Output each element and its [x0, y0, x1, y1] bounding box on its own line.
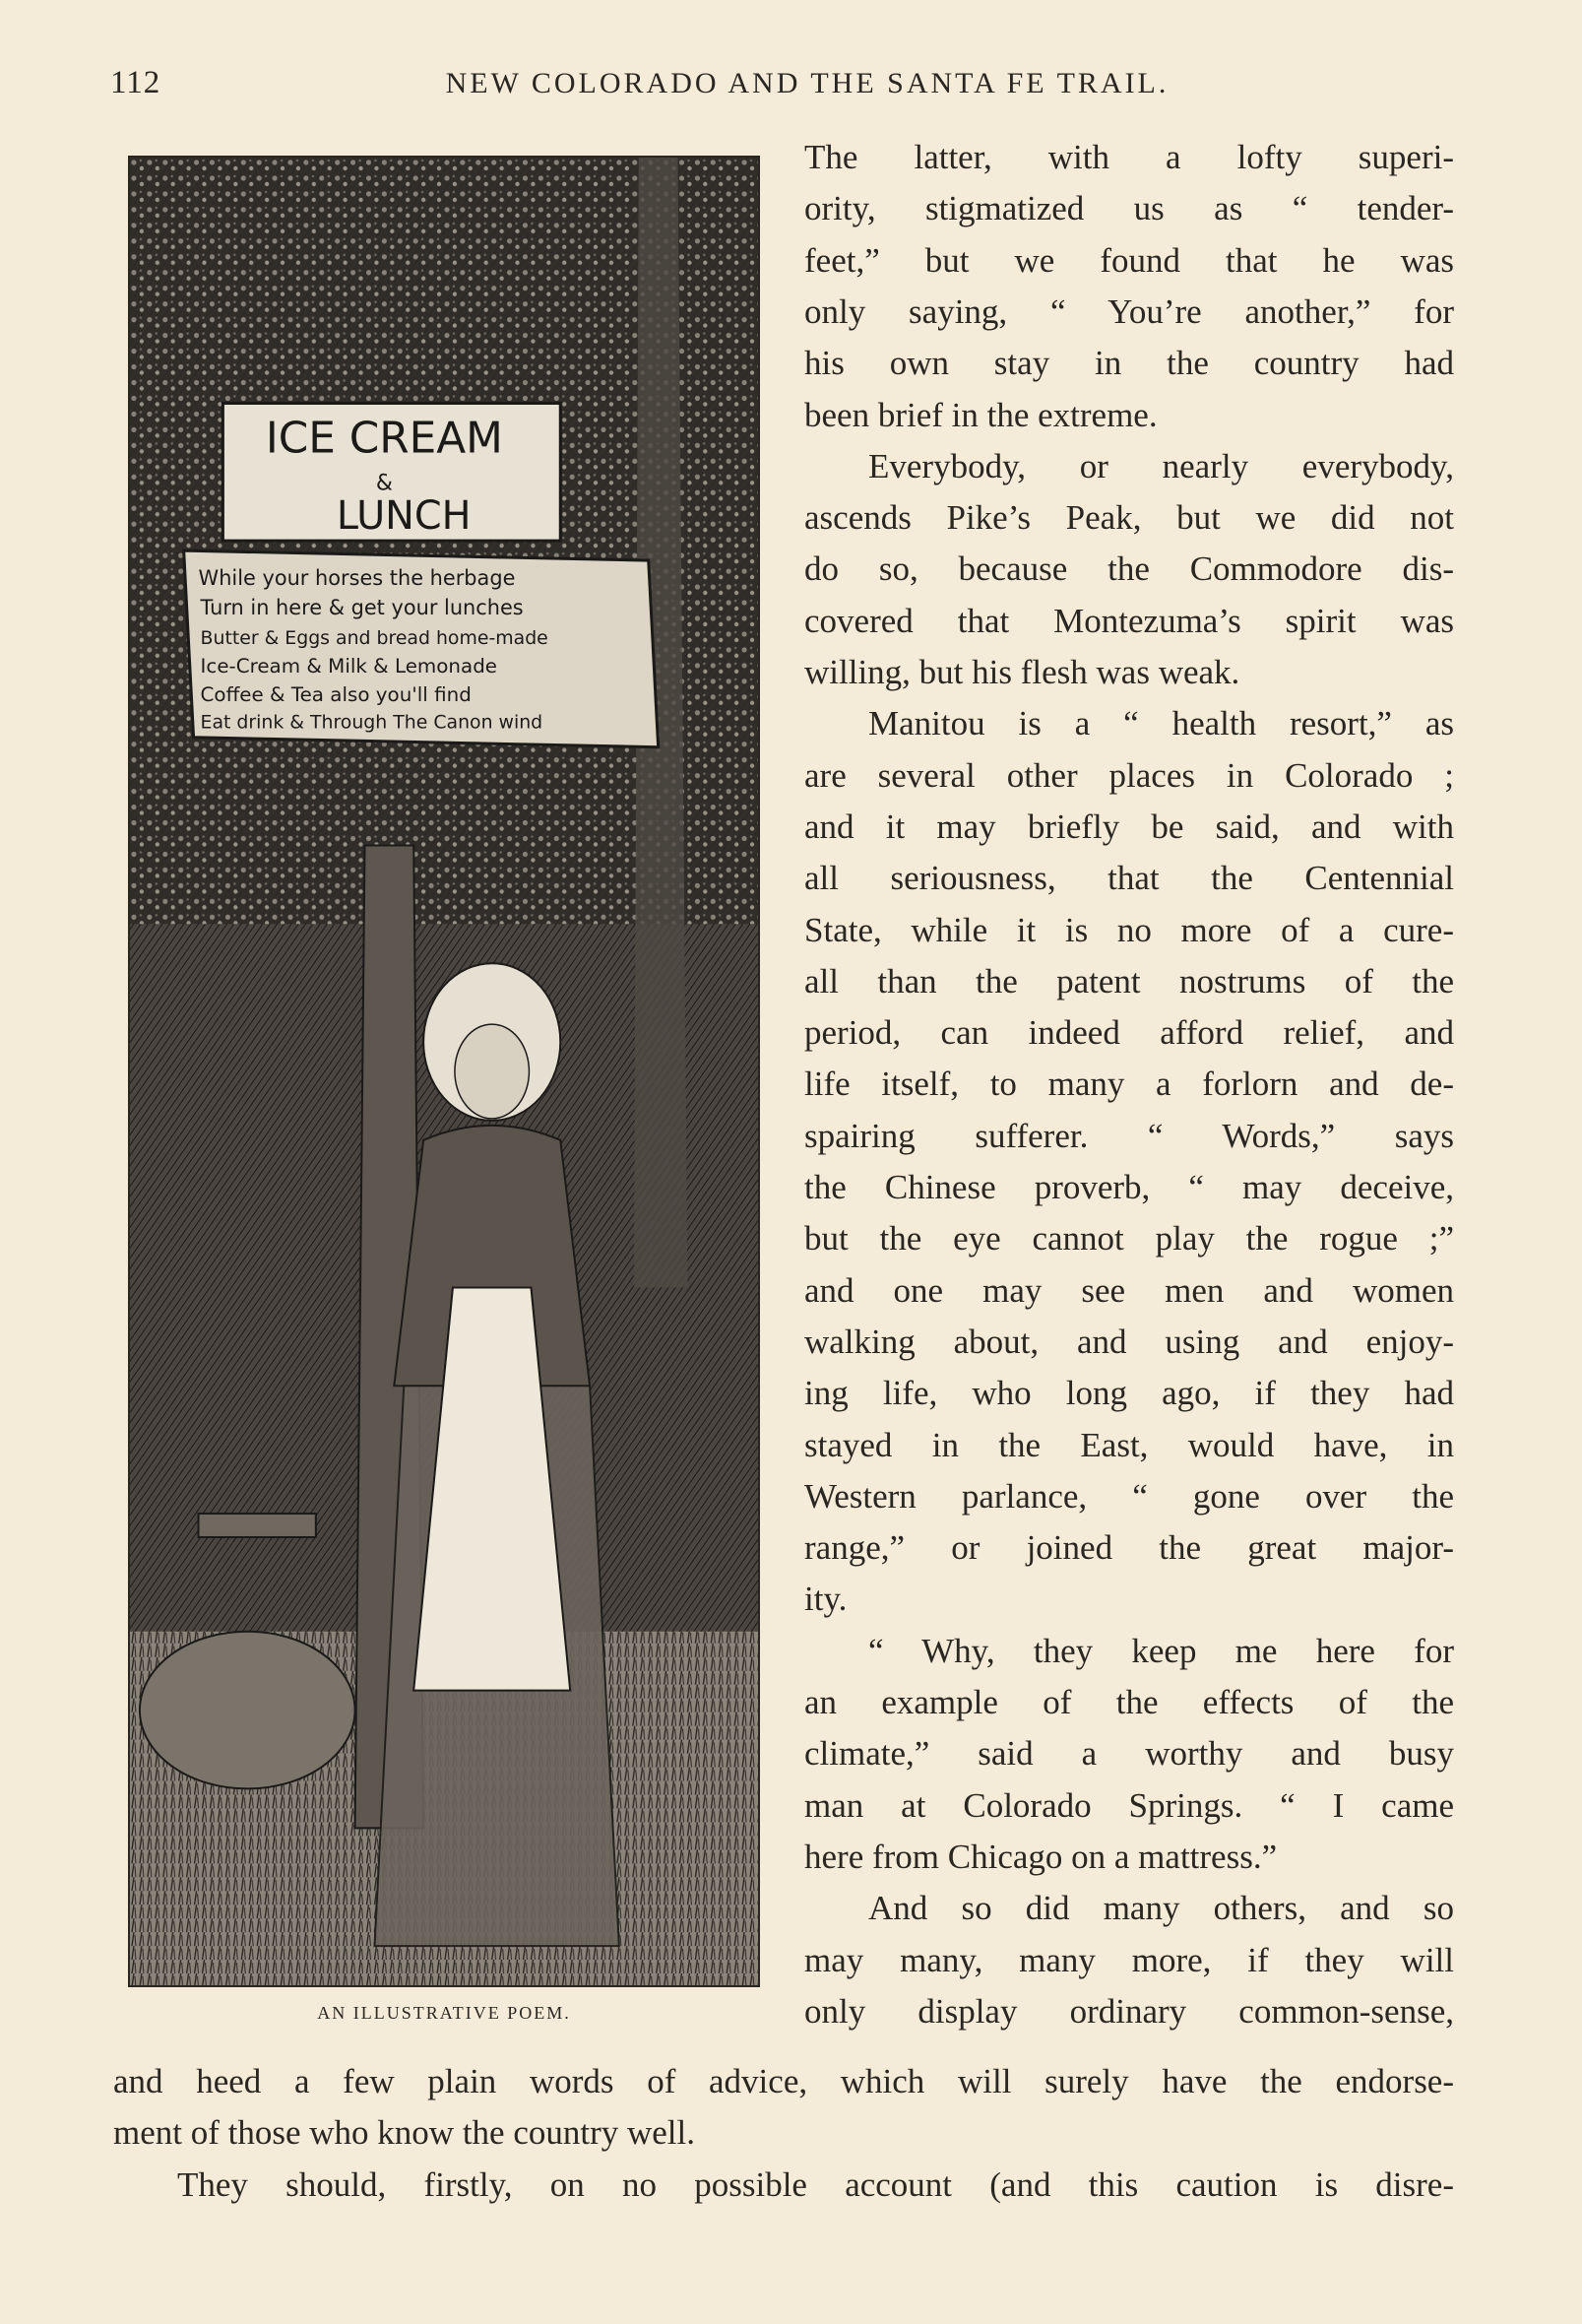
text-line: “ Why, they keep me here for — [868, 1631, 1454, 1670]
text-line: spairing sufferer. “ Words,” says — [804, 1116, 1454, 1155]
text-line: covered that Montezuma’s spirit was — [804, 601, 1454, 640]
text-line: ascends Pike’s Peak, but we did not — [804, 498, 1454, 538]
text-line: And so did many others, and so — [868, 1889, 1454, 1928]
text-line: all than the patent nostrums of the — [804, 961, 1454, 1001]
text-line: feet,” but we found that he was — [804, 240, 1454, 280]
text-line: ity. — [804, 1580, 848, 1619]
sign-line: Butter & Eggs and bread home-made — [200, 626, 548, 649]
sign-line: Eat drink & Through The Canon wind — [200, 711, 543, 734]
text-line: range,” or joined the great major- — [804, 1528, 1454, 1568]
text-line: Manitou is a “ health resort,” as — [868, 704, 1454, 743]
engraving-illustration — [128, 156, 760, 1987]
text-line: are several other places in Colorado ; — [804, 755, 1454, 795]
text-line: only saying, “ You’re another,” for — [804, 291, 1454, 331]
text-line: ment of those who know the country well. — [113, 2113, 696, 2153]
running-head: NEW COLORADO AND THE SANTA FE TRAIL. — [445, 67, 1170, 99]
text-line: the Chinese proverb, “ may deceive, — [804, 1168, 1454, 1206]
text-line: may many, many more, if they will — [804, 1940, 1454, 1979]
text-line: been brief in the extreme. — [804, 395, 1158, 434]
text-line: Western parlance, “ gone over the — [804, 1476, 1454, 1516]
text-line: They should, firstly, on no possible account (and this caution is disre- — [177, 2164, 1454, 2204]
text-line: walking about, and using and enjoy- — [804, 1322, 1454, 1361]
text-line: all seriousness, that the Centennial — [804, 859, 1454, 898]
text-line: period, can indeed afford relief, and — [804, 1013, 1454, 1053]
text-line: and one may see men and women — [804, 1270, 1454, 1310]
text-line: life itself, to many a forlorn and de- — [804, 1065, 1454, 1104]
text-line: State, while it is no more of a cure- — [804, 910, 1454, 949]
sign-line: ICE CREAM — [265, 413, 503, 464]
text-line: an example of the effects of the — [804, 1683, 1454, 1721]
sign-line: While your horses the herbage — [198, 566, 516, 591]
text-line: here from Chicago on a mattress.” — [804, 1837, 1278, 1876]
text-line: ority, stigmatized us as “ tender- — [804, 189, 1454, 228]
text-line: man at Colorado Springs. “ I came — [804, 1785, 1454, 1825]
text-line: The latter, with a lofty superi- — [804, 138, 1454, 176]
text-line: stayed in the East, would have, in — [804, 1425, 1454, 1464]
text-line: only display ordinary common-sense, — [804, 1991, 1454, 2031]
figure-caption: AN ILLUSTRATIVE POEM. — [317, 2003, 571, 2023]
text-line: and heed a few plain words of advice, which will surely have the endorse- — [113, 2062, 1454, 2100]
text-line: his own stay in the country had — [804, 344, 1454, 383]
text-line: and it may briefly be said, and with — [804, 807, 1454, 846]
engraving-woman-with-sign-illustration — [130, 158, 758, 1985]
text-line: Everybody, or nearly everybody, — [868, 446, 1454, 485]
sign-line: Ice-Cream & Milk & Lemonade — [200, 654, 498, 678]
text-line: climate,” said a worthy and busy — [804, 1734, 1454, 1774]
text-line: willing, but his flesh was weak. — [804, 653, 1240, 691]
sign-line: Turn in here & get your lunches — [200, 595, 524, 620]
sign-line: LUNCH — [336, 493, 472, 540]
sign-line: & — [375, 471, 393, 496]
sign-line: Coffee & Tea also you'll find — [200, 682, 472, 706]
page-number: 112 — [110, 65, 161, 100]
text-line: ing life, who long ago, if they had — [804, 1374, 1454, 1413]
text-line: but the eye cannot play the rogue ;” — [804, 1219, 1454, 1259]
text-line: do so, because the Commodore dis- — [804, 549, 1454, 589]
